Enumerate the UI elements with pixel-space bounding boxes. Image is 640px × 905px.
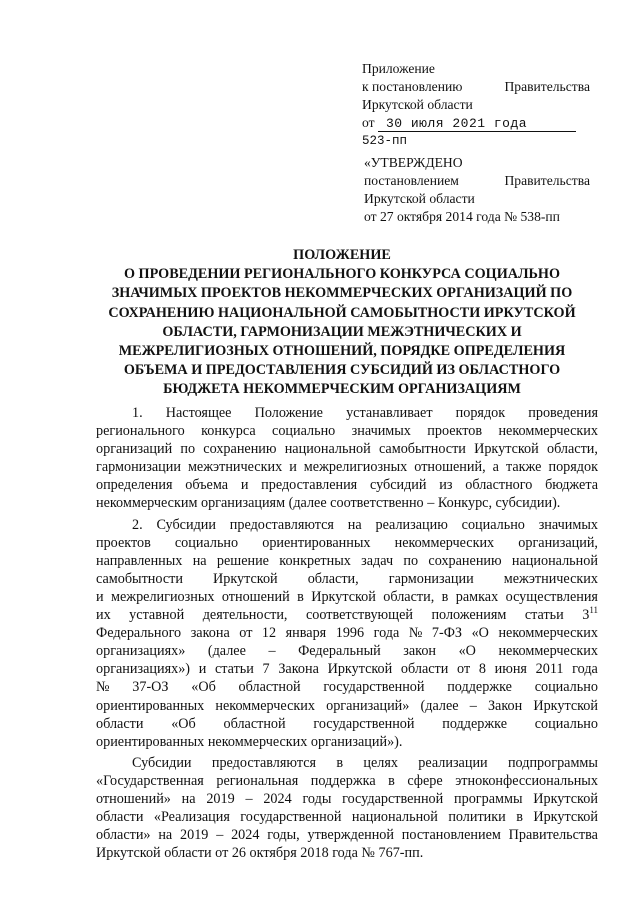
word: 2019	[180, 827, 209, 844]
word: политики	[448, 809, 506, 826]
word: социально	[272, 423, 336, 440]
text-line	[96, 642, 598, 660]
by-resolution-line	[364, 172, 590, 190]
word: «О	[471, 625, 489, 642]
text-line	[96, 516, 598, 534]
word: социально	[534, 715, 598, 732]
word: программы	[454, 790, 523, 807]
to-resolution-left: к постановлению	[362, 79, 463, 94]
title-line: МЕЖРЕЛИГИОЗНЫХ ОТНОШЕНИЙ, ПОРЯДКЕ ОПРЕДЕЛЕНИЯ	[118, 343, 566, 360]
word: 8	[478, 661, 486, 678]
text-line	[96, 458, 598, 476]
word: Иркутской	[533, 697, 598, 714]
word: на	[158, 827, 173, 844]
word: организаций»	[326, 697, 410, 714]
to-resolution-line	[362, 78, 590, 96]
word: в	[336, 754, 344, 771]
word: области	[96, 715, 144, 732]
word: порядок	[455, 405, 506, 421]
approved-block	[364, 154, 590, 226]
word: области	[96, 809, 144, 826]
word: областной	[223, 715, 286, 732]
text-line	[96, 476, 598, 494]
word: в	[297, 588, 304, 605]
text-line	[96, 660, 598, 678]
word: этноконфессиональных	[455, 772, 598, 789]
word: 7-ФЗ	[431, 625, 463, 642]
word: гармонизации	[96, 459, 181, 476]
word: утвержденной	[307, 827, 394, 844]
text-line	[96, 733, 598, 751]
word: их	[96, 607, 111, 624]
word: постановлением	[401, 827, 501, 844]
appendix-header	[362, 60, 590, 226]
word: отношений	[221, 588, 290, 605]
word: гармонизации	[388, 570, 474, 587]
word: ориентированных	[96, 697, 205, 714]
word: социально	[534, 679, 598, 696]
word: Иркутской	[212, 570, 278, 587]
title-line: О ПРОВЕДЕНИИ РЕГИОНАЛЬНОГО КОНКУРСА СОЦИАЛЬНО	[123, 266, 561, 283]
word: Закон	[487, 697, 523, 714]
word: на	[181, 790, 196, 807]
text-line	[96, 440, 598, 458]
word: определения	[96, 477, 173, 494]
word: порядок	[548, 459, 598, 476]
word: в	[441, 588, 449, 605]
word: некоммерческих	[498, 625, 598, 642]
word: области»	[96, 827, 151, 844]
title-line: ОБЪЕМА И ПРЕДОСТАВЛЕНИЯ СУБСИДИЙ ИЗ ОБЛАСТНОГО	[123, 362, 561, 379]
word: проведения	[528, 405, 598, 421]
word: национальной	[511, 552, 598, 569]
word: объема	[185, 477, 229, 494]
word: и	[198, 661, 207, 678]
word: направленных	[96, 552, 183, 569]
word: $3^{11}$	[582, 605, 598, 624]
word: областной	[238, 679, 301, 696]
word: из	[439, 477, 453, 494]
word: конкурса	[201, 423, 256, 440]
word: некоммерческих	[498, 643, 598, 660]
text-line	[96, 715, 598, 733]
word: проектов	[427, 423, 483, 440]
word: также	[505, 459, 542, 476]
word: соответствующей	[305, 607, 413, 624]
word: бюджета	[545, 477, 598, 494]
word: национальной	[351, 809, 438, 826]
word: «Реализация	[153, 809, 230, 826]
approved-label: «УТВЕРЖДЕНО	[364, 155, 463, 170]
word: подпрограммы	[507, 754, 598, 771]
word: –	[245, 790, 253, 807]
text-line	[96, 844, 598, 862]
word: межэтнических	[503, 570, 598, 587]
word: –	[268, 643, 276, 660]
appendix-label: Приложение	[362, 61, 435, 76]
word: июня	[494, 661, 527, 678]
text-line	[96, 808, 598, 826]
title-line: ПОЛОЖЕНИЕ	[293, 247, 391, 263]
text-line	[96, 570, 598, 588]
document-body	[96, 404, 598, 862]
word: предоставления	[261, 477, 358, 494]
word: субсидий	[369, 477, 427, 494]
word: национальной	[284, 441, 371, 458]
word: отношений,	[414, 459, 486, 476]
word: 12	[261, 625, 277, 642]
word: реализацию	[375, 516, 448, 533]
word: некоммерческим организациям (далее соответственно – Конкурс, субсидии).	[96, 495, 561, 512]
word: рамках	[455, 588, 499, 605]
text-line	[96, 754, 598, 772]
word: статьи	[214, 661, 254, 678]
by-resolution-right: Правительства	[504, 173, 590, 188]
approved-region: Иркутской области	[364, 191, 475, 206]
word: и	[289, 459, 297, 476]
word: значимых	[538, 516, 598, 533]
word: отношений»	[96, 790, 171, 807]
word: Иркутской	[311, 588, 376, 605]
word: ориентированных некоммерческих организаций»).	[96, 733, 403, 750]
word: (далее	[420, 697, 459, 714]
word: и	[240, 477, 249, 494]
word: в	[388, 772, 395, 789]
by-resolution-left: постановлением	[364, 173, 459, 188]
word: социально	[461, 516, 525, 533]
word: проектов	[96, 534, 151, 551]
word: ориентированных	[262, 534, 371, 551]
word: некоммерческих	[394, 534, 495, 551]
word: поддержке	[442, 715, 507, 732]
text-line	[96, 422, 598, 440]
word: статьи	[524, 607, 564, 624]
word: деятельности,	[202, 607, 288, 624]
word: –	[469, 697, 477, 714]
word: областного	[465, 477, 533, 494]
date-line	[362, 114, 590, 132]
word: самобытности	[378, 441, 466, 458]
word: конкретных	[279, 552, 351, 569]
word: организациях»	[96, 643, 186, 660]
word: сохранению	[428, 552, 502, 569]
paragraph	[96, 754, 598, 863]
text-line	[96, 826, 598, 844]
word: от	[239, 625, 253, 642]
word: Иркутской	[533, 790, 598, 807]
text-line	[96, 697, 598, 715]
word: организаций,	[518, 534, 598, 551]
word: 2011	[535, 661, 564, 678]
title-line: ЗНАЧИМЫХ ПРОЕКТОВ НЕКОММЕРЧЕСКИХ ОРГАНИЗАЦИЙ ПО	[111, 285, 573, 302]
word: межрелигиозных	[303, 459, 408, 476]
word: на	[347, 516, 362, 533]
word: Иркутской	[474, 441, 539, 458]
word: осуществления	[505, 588, 598, 605]
word: сфере	[407, 772, 443, 789]
word: решение	[216, 552, 269, 569]
word: на	[192, 552, 207, 569]
word: 2019	[206, 790, 235, 807]
word: 1996	[335, 625, 365, 642]
text-line	[96, 678, 598, 696]
word: Правительства	[508, 827, 598, 844]
word: Иркутской	[327, 661, 393, 678]
word: положениям	[431, 607, 507, 624]
word: области,	[307, 570, 359, 587]
word: 2024	[263, 790, 292, 807]
word: межрелигиозных	[111, 588, 215, 605]
text-line	[96, 404, 598, 422]
word: 2024	[231, 827, 260, 844]
word: Положение	[254, 405, 323, 421]
word: –	[216, 827, 224, 844]
word: Субсидии	[156, 516, 216, 533]
resolution-number: 523-пп	[362, 134, 408, 148]
word: Иркутской области от 26 октября 2018 года № 767-пп.	[96, 845, 424, 862]
word: №	[96, 679, 110, 696]
word: некоммерческих	[498, 423, 598, 440]
text-line	[96, 552, 598, 570]
title-line: БЮДЖЕТА НЕКОММЕРЧЕСКИМ ОРГАНИЗАЦИЯМ	[163, 381, 521, 398]
word: сохранению	[203, 441, 277, 458]
word: организациях»)	[96, 661, 191, 678]
word: значимых	[351, 423, 411, 440]
word: «Государственная	[96, 772, 204, 789]
text-line	[96, 790, 598, 808]
word: Федерального	[96, 625, 182, 642]
word: года	[572, 661, 598, 678]
word: по	[403, 552, 419, 569]
word: реализации	[418, 754, 488, 771]
approved-date: от 27 октября 2014 года № 538-пп	[364, 209, 560, 224]
word: года	[373, 625, 400, 642]
date-prefix: от	[362, 115, 375, 130]
document-title	[88, 246, 596, 400]
word: января	[285, 625, 327, 642]
text-line	[96, 494, 598, 512]
word: в	[516, 809, 523, 826]
word: государственной	[342, 790, 444, 807]
word: государственной	[323, 679, 425, 696]
word: области,	[546, 441, 598, 458]
word: области	[400, 661, 449, 678]
word: области,	[383, 588, 435, 605]
text-line	[96, 534, 598, 552]
paragraph	[96, 516, 598, 751]
word: социально	[174, 534, 239, 551]
word: задач	[361, 552, 394, 569]
word: по	[180, 441, 196, 458]
word: Настоящее	[165, 405, 232, 421]
region-label: Иркутской области	[362, 97, 473, 112]
word: «Об	[191, 679, 216, 696]
text-line	[96, 772, 598, 790]
word: а	[492, 459, 499, 476]
word: №	[408, 625, 423, 642]
title-line: ОБЛАСТИ, ГАРМОНИЗАЦИИ МЕЖЭТНИЧЕСКИХ И	[162, 323, 522, 340]
word: некоммерческих	[215, 697, 315, 714]
word: и	[96, 588, 104, 605]
paragraph	[96, 404, 598, 513]
word: организаций	[96, 441, 173, 458]
text-line	[96, 588, 598, 606]
text-line	[96, 624, 598, 642]
handwritten-date: 30 июля 2021 года	[378, 116, 576, 132]
word: самобытности	[96, 570, 183, 587]
word: Закона	[278, 661, 319, 678]
word: «О	[458, 643, 476, 660]
footnote-mark: 11	[589, 605, 598, 616]
word: годы,	[267, 827, 300, 844]
to-resolution-right: Правительства	[504, 79, 590, 94]
word: «Об	[171, 715, 196, 732]
word: межэтнических	[187, 459, 283, 476]
word: (далее	[207, 643, 246, 660]
word: поддержке	[447, 679, 512, 696]
word: годы	[302, 790, 332, 807]
word: 7	[262, 661, 270, 678]
word: региональная	[216, 772, 299, 789]
word: регионального	[96, 423, 185, 440]
word: целях	[363, 754, 398, 771]
word: Субсидии	[132, 754, 192, 771]
word: устанавливает	[346, 405, 433, 421]
word: государственной	[313, 715, 415, 732]
word: закон	[403, 643, 437, 660]
text-line	[96, 606, 598, 624]
word: закона	[190, 625, 230, 642]
title-line: СОХРАНЕНИЮ НАЦИОНАЛЬНОЙ САМОБЫТНОСТИ ИРКУТСКОЙ	[108, 304, 576, 321]
word: 2.	[132, 516, 143, 533]
word: Иркутской	[533, 809, 598, 826]
word: 1.	[132, 405, 143, 421]
word: поддержка	[310, 772, 376, 789]
word: государственной	[240, 809, 342, 826]
word: предоставляются	[229, 516, 334, 533]
word: предоставляются	[211, 754, 317, 771]
word: от	[457, 661, 471, 678]
word: 37-ОЗ	[132, 679, 169, 696]
word: Федеральный	[298, 643, 381, 660]
word: уставной	[129, 607, 185, 624]
